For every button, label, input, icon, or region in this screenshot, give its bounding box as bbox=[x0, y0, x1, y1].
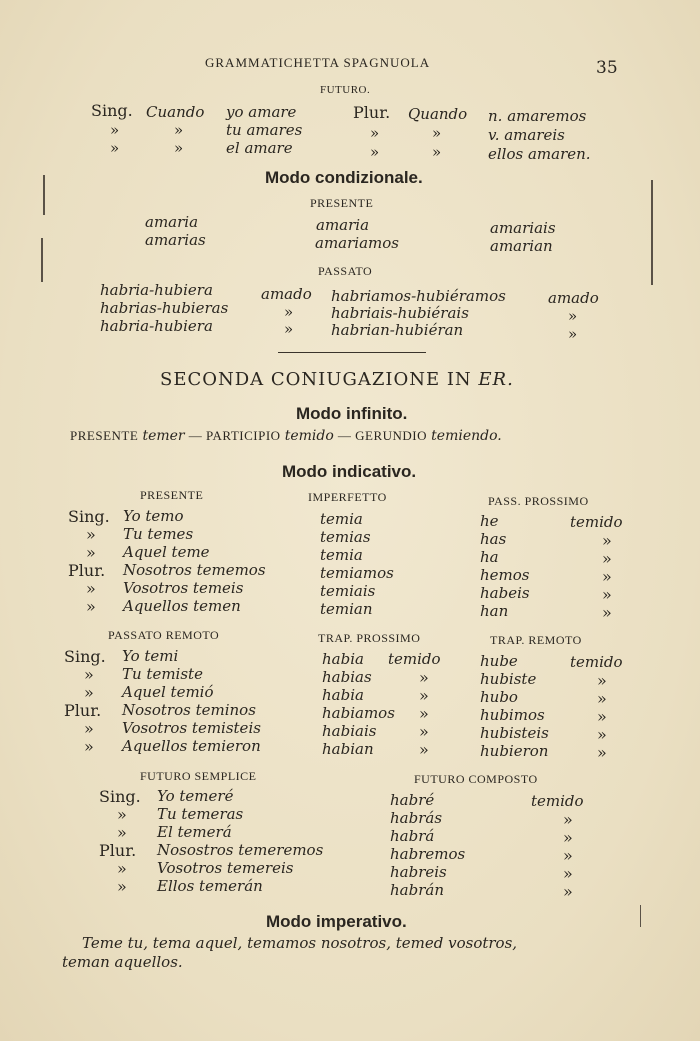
aux-form: habrás bbox=[390, 809, 443, 827]
passato-remoto-form: Vosotros temisteis bbox=[122, 719, 261, 737]
cond-pres: amarian bbox=[490, 237, 553, 255]
cond-pass: habria-hubiera bbox=[100, 317, 213, 335]
participle-form: » bbox=[602, 567, 612, 586]
imperfetto-form: temiamos bbox=[320, 564, 394, 582]
col-header: PRESENTE bbox=[140, 488, 204, 502]
imperfetto-form: temia bbox=[320, 510, 363, 528]
section-title-er: ER. bbox=[478, 369, 514, 390]
futuro-form: Yo temeré bbox=[157, 787, 234, 805]
person-label: » bbox=[84, 737, 94, 756]
aux-form: habia bbox=[322, 686, 364, 704]
passato-label: PASSATO bbox=[318, 264, 373, 278]
presente-form: Vosotros temeis bbox=[123, 579, 244, 597]
aux-form: hubisteis bbox=[480, 724, 549, 742]
passato-remoto-form: Yo temi bbox=[122, 647, 179, 665]
participle-form: » bbox=[419, 704, 429, 723]
ditto: » bbox=[568, 325, 578, 343]
futuro-yo: yo amare bbox=[226, 103, 297, 121]
person-label: » bbox=[86, 543, 96, 562]
ditto: » bbox=[284, 303, 294, 321]
margin-mark bbox=[41, 238, 43, 282]
aux-form: habreis bbox=[390, 863, 447, 881]
indicativo-heading: Modo indicativo. bbox=[282, 462, 417, 481]
imperativo-line: Teme tu, tema aquel, temamos nosotros, temed vosotros, bbox=[82, 934, 518, 952]
aux-form: hemos bbox=[480, 566, 530, 584]
cond-pres: amariamos bbox=[315, 234, 399, 252]
aux-form: habian bbox=[322, 740, 374, 758]
aux-form: habiamos bbox=[322, 704, 395, 722]
ditto: » bbox=[174, 121, 184, 139]
col-header: TRAP. PROSSIMO bbox=[318, 631, 421, 645]
person-label: Sing. bbox=[64, 647, 106, 666]
imperativo-heading: Modo imperativo. bbox=[266, 912, 407, 931]
participle-form: » bbox=[597, 743, 607, 762]
running-title: GRAMMATICHETTA SPAGNUOLA bbox=[205, 55, 431, 70]
gerundio-label: — GERUNDIO bbox=[337, 428, 428, 443]
passato-remoto-form: Aquel temió bbox=[122, 683, 214, 701]
ditto: » bbox=[110, 121, 120, 139]
person-label: » bbox=[86, 597, 96, 616]
participle-form: temido bbox=[531, 792, 584, 810]
futuro-vos: v. amareis bbox=[488, 126, 565, 144]
imperativo-line: teman aquellos. bbox=[62, 953, 183, 971]
futuro-el: el amare bbox=[226, 139, 293, 157]
cond-pres: amaria bbox=[145, 213, 199, 231]
aux-form: habeis bbox=[480, 584, 530, 602]
presente-label: PRESENTE bbox=[310, 196, 374, 210]
cond-pres: amaria bbox=[316, 216, 370, 234]
ditto: » bbox=[110, 139, 120, 157]
participle-form: » bbox=[419, 722, 429, 741]
futuro-tu: tu amares bbox=[226, 121, 303, 139]
aux-form: habia bbox=[322, 650, 364, 668]
margin-mark bbox=[43, 175, 45, 215]
person-label: Plur. bbox=[68, 561, 106, 580]
col-header: FUTURO COMPOSTO bbox=[414, 772, 538, 786]
aux-form: hubimos bbox=[480, 706, 545, 724]
margin-mark bbox=[640, 905, 641, 927]
participle-form: » bbox=[597, 671, 607, 690]
ditto: » bbox=[568, 307, 578, 325]
aux-form: ha bbox=[480, 548, 499, 566]
aux-form: habremos bbox=[390, 845, 466, 863]
infinito-value: temer bbox=[142, 428, 185, 444]
participle-form: » bbox=[597, 707, 607, 726]
futuro-label: FUTURO. bbox=[320, 84, 371, 96]
aux-form: habrá bbox=[390, 827, 435, 845]
imperfetto-form: temian bbox=[320, 600, 373, 618]
ditto: » bbox=[432, 143, 442, 161]
aux-form: hube bbox=[480, 652, 518, 670]
aux-form: habiais bbox=[322, 722, 377, 740]
presente-form: Aquellos temen bbox=[123, 597, 241, 615]
aux-form: habré bbox=[390, 791, 435, 809]
person-label: » bbox=[84, 683, 94, 702]
presente-form: Aquel teme bbox=[123, 543, 210, 561]
person-label: » bbox=[117, 877, 127, 896]
passato-remoto-form: Aquellos temieron bbox=[122, 737, 261, 755]
futuro-quando: Quando bbox=[408, 105, 468, 123]
imperfetto-form: temia bbox=[320, 546, 363, 564]
person-label: » bbox=[84, 665, 94, 684]
page-number: 35 bbox=[596, 58, 618, 78]
infinito-line bbox=[70, 428, 502, 444]
ditto: » bbox=[370, 143, 380, 161]
participle-form: » bbox=[602, 603, 612, 622]
passato-remoto-form: Nosotros teminos bbox=[122, 701, 256, 719]
participle-form: » bbox=[597, 689, 607, 708]
aux-form: has bbox=[480, 530, 507, 548]
participle-form: temido bbox=[388, 650, 441, 668]
participle-form: temido bbox=[570, 513, 623, 531]
futuro-nos: n. amaremos bbox=[488, 107, 587, 125]
futuro-ellos: ellos amaren. bbox=[488, 145, 591, 163]
futuro-form: El temerá bbox=[157, 823, 232, 841]
col-header: IMPERFETTO bbox=[308, 490, 387, 504]
ditto: » bbox=[174, 139, 184, 157]
cond-pres: amariais bbox=[490, 219, 556, 237]
col-header: TRAP. REMOTO bbox=[490, 633, 582, 647]
person-label: » bbox=[84, 719, 94, 738]
aux-form: hubieron bbox=[480, 742, 549, 760]
participle-form: » bbox=[602, 531, 612, 550]
cond-pass: amado bbox=[548, 289, 599, 307]
cond-pass: habriais-hubiérais bbox=[331, 304, 469, 322]
aux-form: han bbox=[480, 602, 509, 620]
cond-pass: habrian-hubiéran bbox=[331, 321, 464, 339]
participle-form: » bbox=[419, 740, 429, 759]
imperfetto-form: temiais bbox=[320, 582, 376, 600]
ditto: » bbox=[370, 124, 380, 142]
plur-label: Plur. bbox=[353, 103, 391, 122]
col-header: PASSATO REMOTO bbox=[108, 628, 220, 642]
person-label: » bbox=[117, 805, 127, 824]
participle-form: » bbox=[419, 686, 429, 705]
participle-form: » bbox=[563, 864, 573, 883]
cond-pass: habrias-hubieras bbox=[100, 299, 229, 317]
participle-form: » bbox=[563, 810, 573, 829]
person-label: » bbox=[86, 579, 96, 598]
aux-form: he bbox=[480, 512, 499, 530]
cond-pass: amado bbox=[261, 285, 312, 303]
aux-form: habrán bbox=[390, 881, 444, 899]
participle-form: » bbox=[563, 828, 573, 847]
section-divider bbox=[278, 352, 426, 353]
futuro-form: Tu temeras bbox=[157, 805, 244, 823]
gerundio-value: temiendo. bbox=[431, 428, 502, 444]
person-label: Plur. bbox=[64, 701, 102, 720]
ditto: » bbox=[432, 124, 442, 142]
person-label: Sing. bbox=[68, 507, 110, 526]
section-title bbox=[160, 369, 514, 390]
sing-label: Sing. bbox=[91, 101, 133, 120]
person-label: » bbox=[117, 859, 127, 878]
futuro-form: Ellos temerán bbox=[157, 877, 263, 895]
participle-form: » bbox=[597, 725, 607, 744]
participle-form: temido bbox=[570, 653, 623, 671]
aux-form: hubiste bbox=[480, 670, 537, 688]
presente-form: Nosotros tememos bbox=[123, 561, 266, 579]
aux-form: hubo bbox=[480, 688, 518, 706]
col-header: PASS. PROSSIMO bbox=[488, 494, 589, 508]
person-label: » bbox=[86, 525, 96, 544]
cond-pass: habriamos-hubiéramos bbox=[331, 287, 506, 305]
person-label: » bbox=[117, 823, 127, 842]
participle-form: » bbox=[419, 668, 429, 687]
infinito-heading: Modo infinito. bbox=[296, 404, 408, 423]
ditto: » bbox=[284, 320, 294, 338]
cond-pass: habria-hubiera bbox=[100, 281, 213, 299]
participle-form: » bbox=[602, 585, 612, 604]
aux-form: habias bbox=[322, 668, 372, 686]
cond-pres: amarias bbox=[145, 231, 206, 249]
passato-remoto-form: Tu temiste bbox=[122, 665, 203, 683]
margin-mark bbox=[651, 180, 653, 285]
futuro-form: Nosostros temeremos bbox=[157, 841, 324, 859]
futuro-cuando: Cuando bbox=[146, 103, 205, 121]
section-title-text: SECONDA CONIUGAZIONE IN bbox=[160, 369, 472, 390]
presente-form: Tu temes bbox=[123, 525, 194, 543]
infinito-label: PRESENTE bbox=[70, 428, 139, 443]
futuro-form: Vosotros temereis bbox=[157, 859, 294, 877]
person-label: Sing. bbox=[99, 787, 141, 806]
participle-form: » bbox=[563, 882, 573, 901]
presente-form: Yo temo bbox=[123, 507, 184, 525]
participle-form: » bbox=[563, 846, 573, 865]
imperfetto-form: temias bbox=[320, 528, 371, 546]
participio-label: — PARTICIPIO bbox=[188, 428, 281, 443]
participle-form: » bbox=[602, 549, 612, 568]
participio-value: temido bbox=[284, 428, 334, 444]
condizionale-heading: Modo condizionale. bbox=[265, 168, 423, 187]
person-label: Plur. bbox=[99, 841, 137, 860]
col-header: FUTURO SEMPLICE bbox=[140, 769, 257, 783]
